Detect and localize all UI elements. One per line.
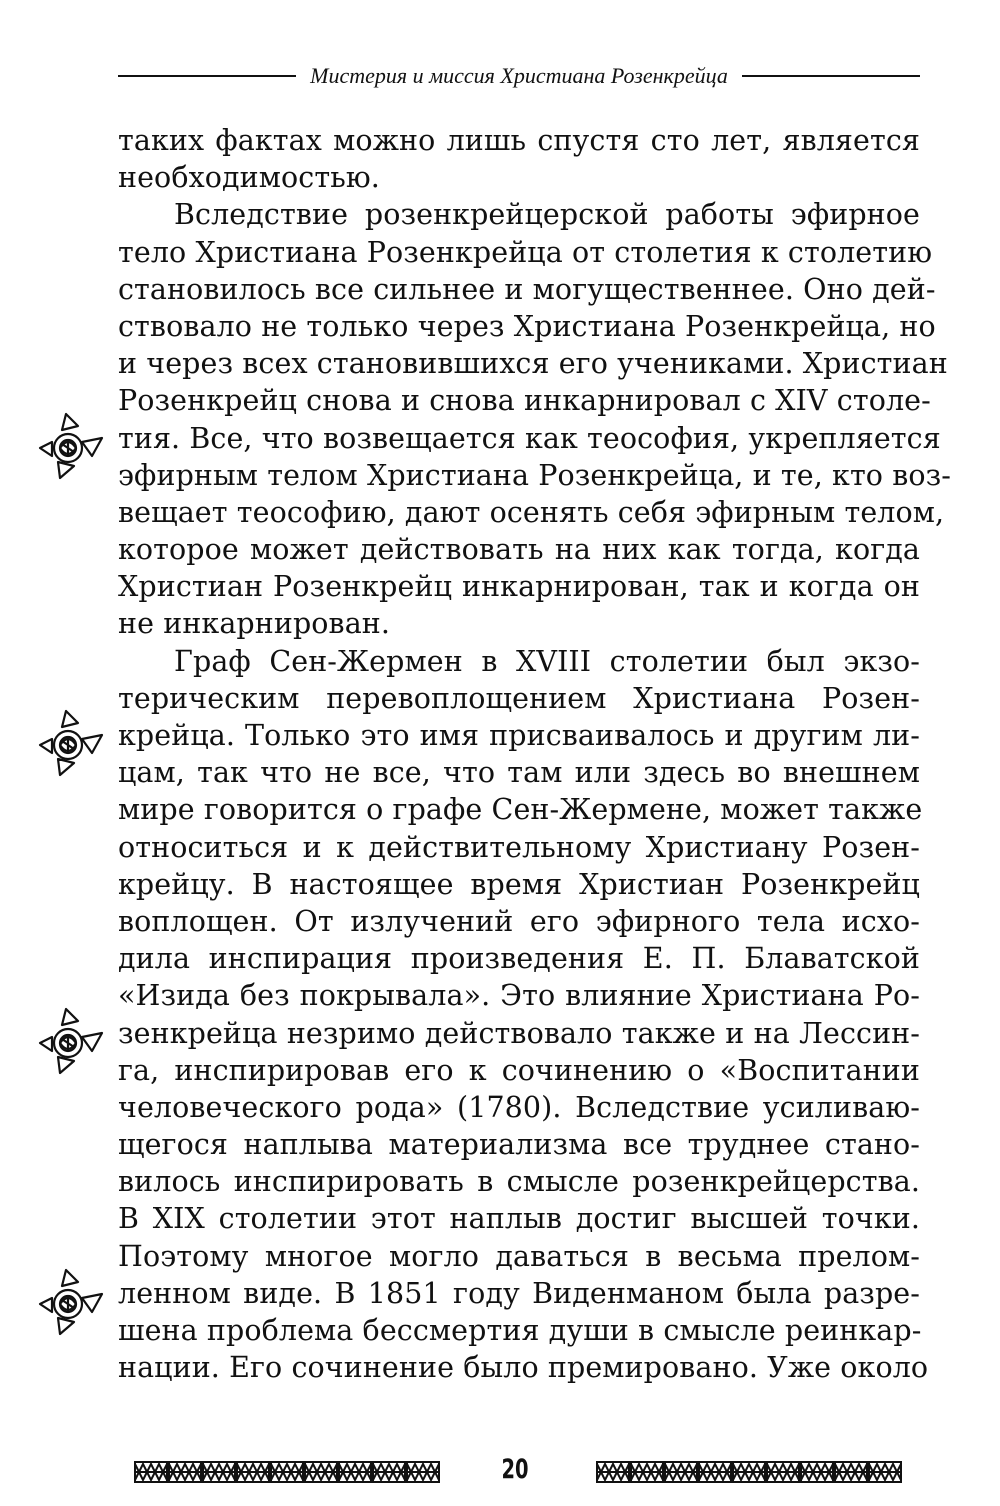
text-line: дила инспирация произведения Е. П. Блаватской bbox=[118, 942, 920, 976]
rosette-ornament-icon bbox=[38, 1007, 106, 1075]
rosette-ornament-icon bbox=[38, 1268, 106, 1336]
running-header bbox=[118, 60, 920, 92]
text-line: Розенкрейц снова и снова инкарнировал с XIV столе- bbox=[118, 384, 931, 418]
page-number: 20 bbox=[501, 1454, 529, 1485]
body-text bbox=[118, 122, 952, 1386]
text-line: вилось инспирировать в смысле розенкрейцерства. bbox=[118, 1165, 920, 1199]
rosette-ornament-icon bbox=[38, 412, 106, 480]
text-line: необходимостью. bbox=[118, 161, 380, 195]
text-line: тия. Все, что возвещается как теософия, укрепляется bbox=[118, 421, 941, 455]
text-line: становилось все сильнее и могущественнее. Оно дей- bbox=[118, 272, 936, 306]
text-line: таких фактах можно лишь спустя сто лет, является bbox=[118, 124, 920, 157]
text-line: терическим перевоплощением Христиана Розен- bbox=[118, 681, 920, 715]
text-line: щегося наплыва материализма все труднее стано- bbox=[118, 1128, 920, 1162]
text-line: шена проблема бессмертия души в смысле реинкар- bbox=[118, 1314, 922, 1347]
text-line: Вследствие розенкрейцерской работы эфирное bbox=[174, 198, 920, 232]
text-line: зенкрейца незримо действовало также и на Лессин- bbox=[118, 1016, 920, 1050]
text-line: человеческого рода» (1780). Вследствие усиливаю- bbox=[118, 1090, 920, 1124]
knotwork-border-icon bbox=[596, 1458, 902, 1486]
text-line: ствовало не только через Христиана Розенкрейца, но bbox=[118, 309, 936, 343]
text-line: эфирным телом Христиана Розенкрейца, и те, кто воз- bbox=[118, 458, 952, 492]
text-line: не инкарнирован. bbox=[118, 607, 391, 641]
text-line: вещает теософию, дают осенять себя эфирным телом, bbox=[118, 495, 945, 529]
text-line: га, инспирировав его к сочинению о «Воспитании bbox=[118, 1053, 920, 1087]
text-line: Христиан Розенкрейц инкарнирован, так и когда он bbox=[118, 570, 920, 604]
text-line: нации. Его сочинение было премировано. Уже около bbox=[118, 1351, 929, 1385]
knotwork-border-icon bbox=[134, 1458, 440, 1486]
header-rule-right bbox=[742, 75, 920, 77]
text-line: цам, так что не все, что там или здесь во внешнем bbox=[118, 756, 920, 790]
text-line: «Изида без покрывала». Это влияние Христиана Ро- bbox=[118, 979, 920, 1013]
text-line: Граф Сен-Жермен в XVIII столетии был экзо- bbox=[174, 644, 920, 678]
page-footer bbox=[0, 1452, 1000, 1492]
text-line: воплощен. От излучений его эфирного тела исхо- bbox=[118, 904, 920, 938]
text-line: относиться и к действительному Христиану Розен- bbox=[118, 830, 920, 864]
rosette-ornament-icon bbox=[38, 709, 106, 777]
text-line: ленном виде. В 1851 году Виденманом была разре- bbox=[118, 1276, 920, 1310]
text-line: крейцу. В настоящее время Христиан Розенкрейц bbox=[118, 867, 920, 901]
header-rule-left bbox=[118, 75, 296, 77]
text-line: мире говорится о графе Сен-Жермене, может также bbox=[118, 793, 923, 827]
text-line: которое может действовать на них как тогда, когда bbox=[118, 533, 920, 567]
text-line: В XIX столетии этот наплыв достиг высшей точки. bbox=[118, 1202, 920, 1236]
text-line: тело Христиана Розенкрейца от столетия к столетию bbox=[118, 235, 933, 269]
text-line: Поэтому многое могло даваться в весьма прелом- bbox=[118, 1239, 920, 1273]
running-title: Мистерия и миссия Христиана Розенкрейца bbox=[310, 63, 728, 88]
text-line: крейца. Только это имя присваивалось и другим ли- bbox=[118, 719, 920, 752]
text-line: и через всех становившихся его учениками. Христиан bbox=[118, 347, 948, 381]
